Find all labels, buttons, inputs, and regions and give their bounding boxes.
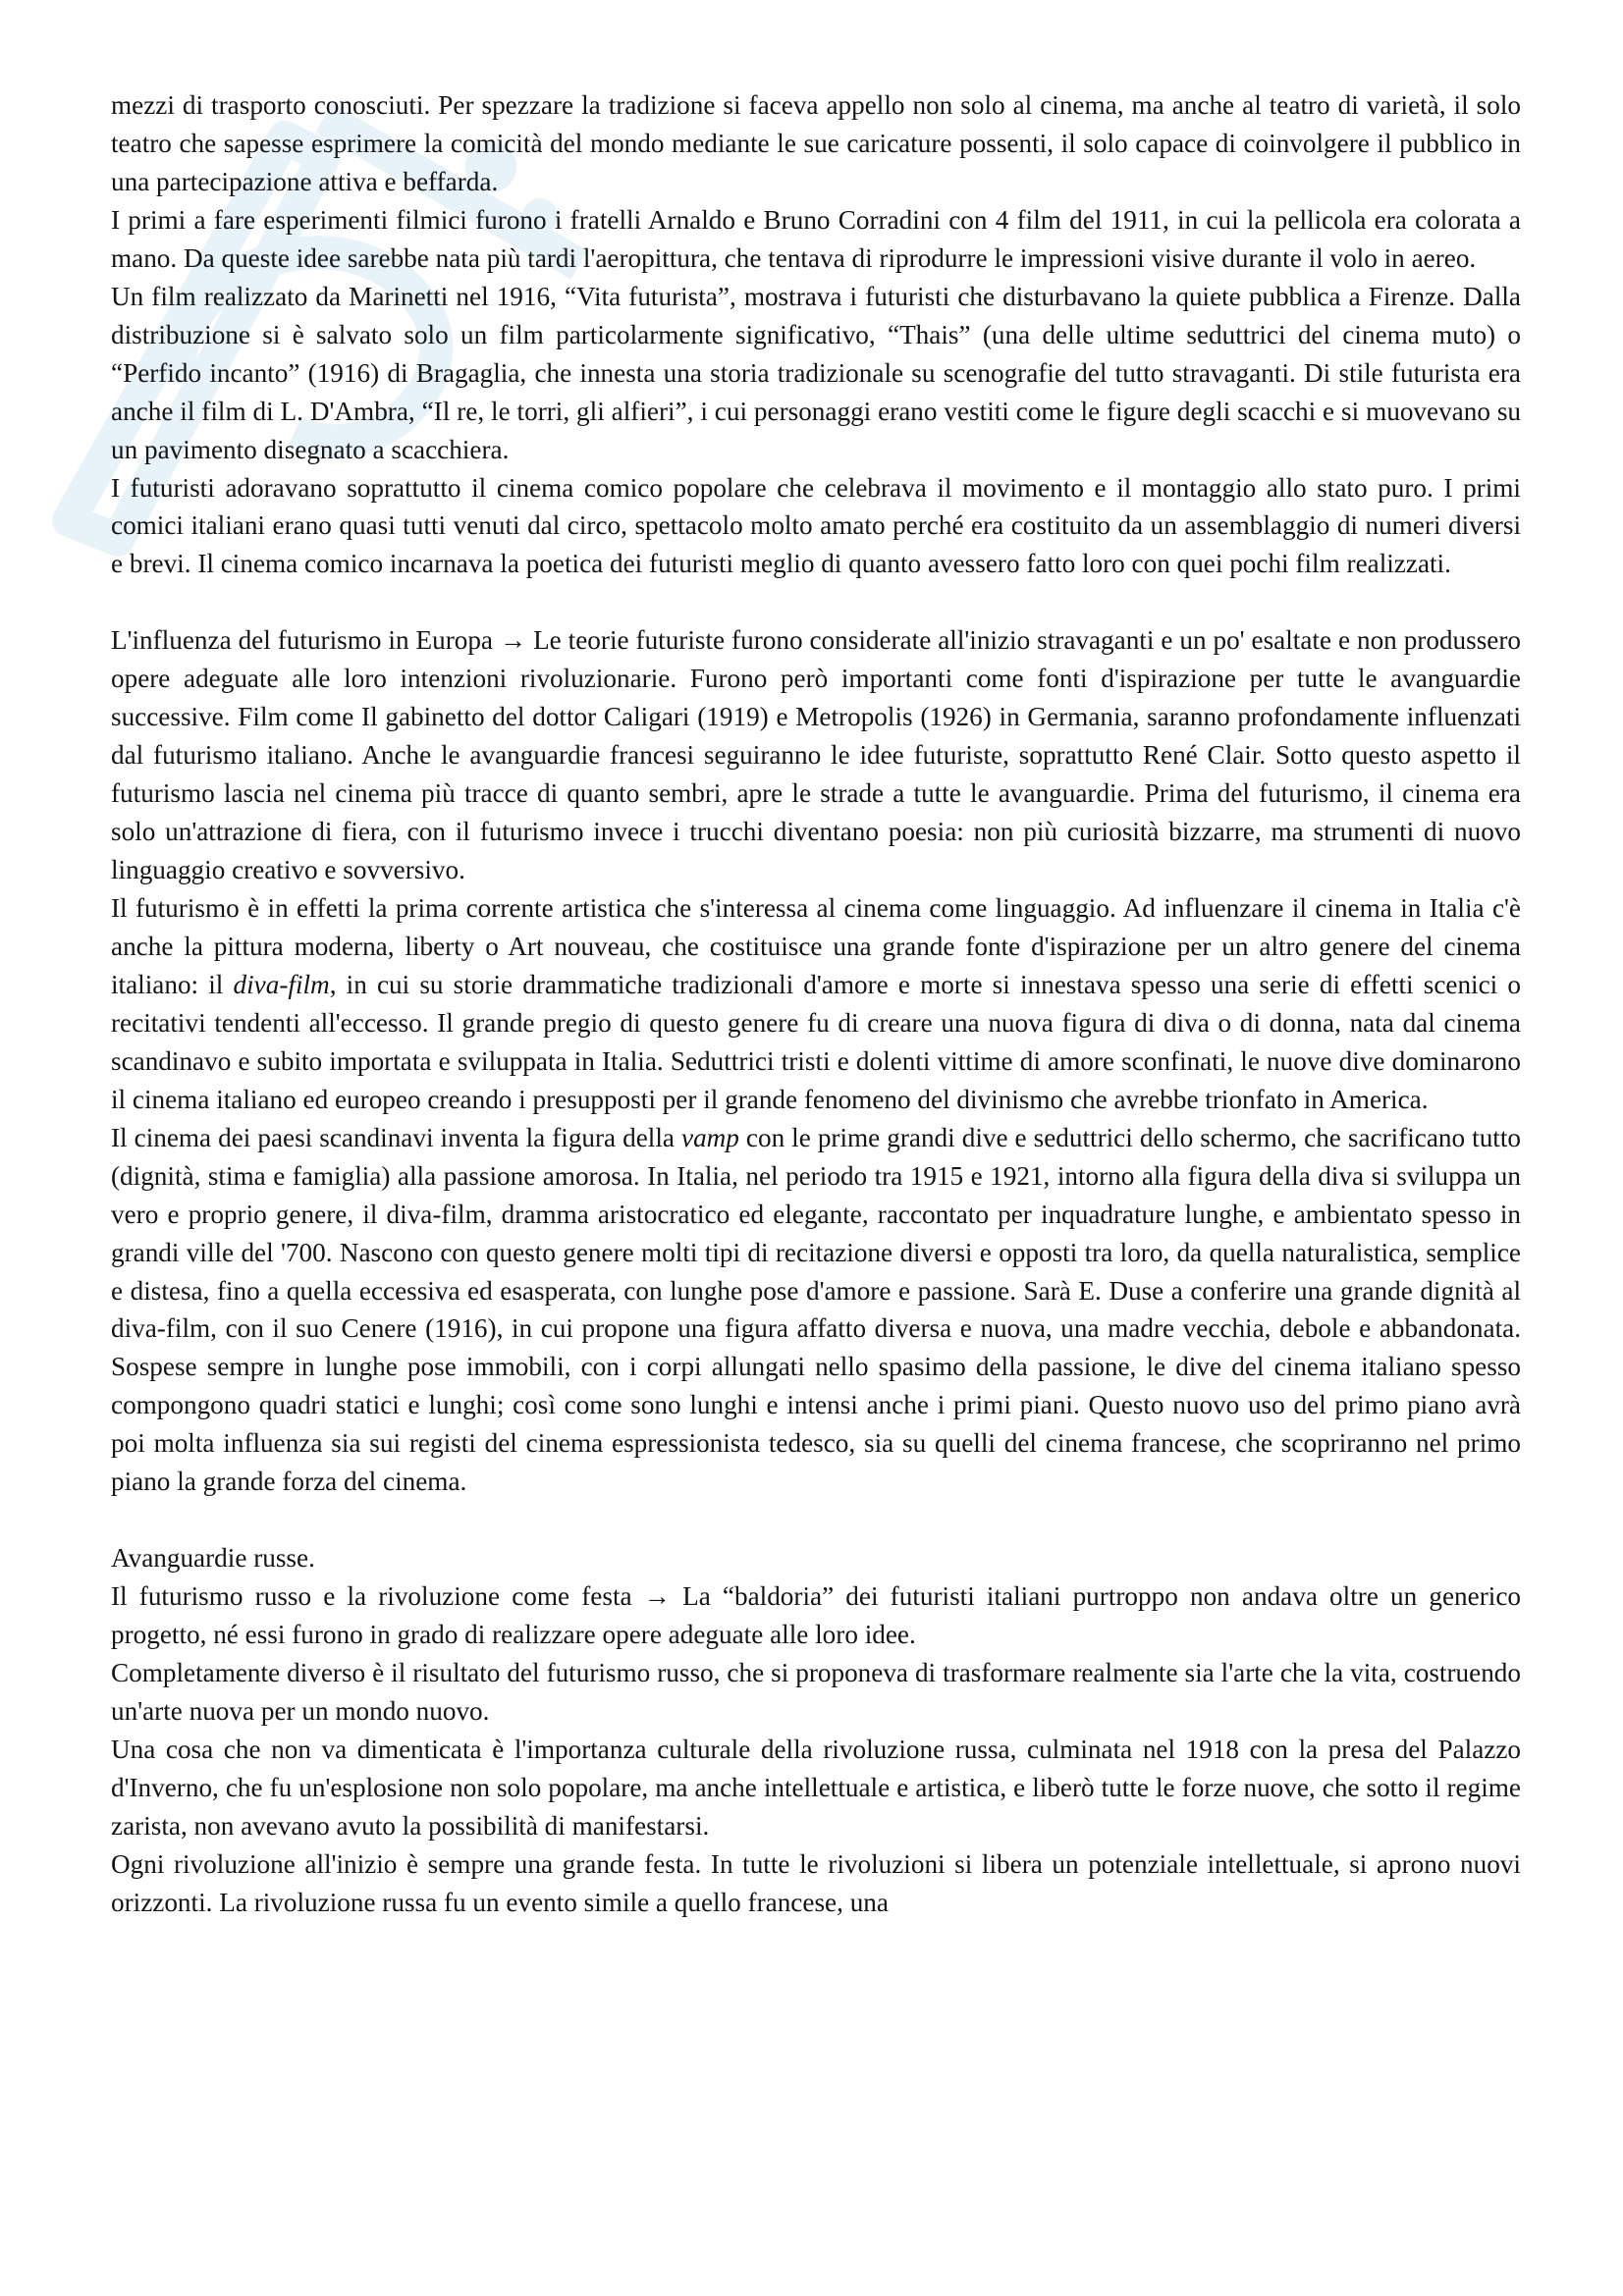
italic-term: vamp <box>681 1122 739 1152</box>
paragraph-text: con le prime grandi dive e seduttrici dello schermo, che sacrificano tutto (dignità, stima e famiglia) alla passione amorosa. In Italia, nel periodo tra 1915 e 1921, intorno alla figura della diva si sviluppa un vero e proprio genere, il diva-film, dramma aristocratico ed elegante, raccontato per inquadrature lunghe, e ambientato spesso in grandi ville del '700. Nascono con questo genere molti tipi di recitazione diversi e opposti tra loro, da quella naturalistica, semplice e distesa, fino a quella eccessiva ed esasperata, con lunghe pose d'amore e passione. Sarà E. Duse a conferire una grande dignità al diva-film, con il suo Cenere (1916), in cui propone una figura affatto diversa e nuova, una madre vecchia, debole e abbandonata. Sospese sempre in lunghe pose immobili, con i corpi allungati nello spasimo della passione, le dive del cinema italiano spesso compongono quadri statici e lunghi; così come sono lunghi e intensi anche i primi piani. Questo nuovo uso del primo piano avrà poi molta influenza sia sui registi del cinema espressionista tedesco, sia su quelli del cinema francese, che scopriranno nel primo piano la grande forza del cinema. <box>111 1122 1521 1497</box>
paragraph <box>111 201 1521 278</box>
paragraph <box>111 469 1521 584</box>
paragraph-text: Ogni rivoluzione all'inizio è sempre una grande festa. In tutte le rivoluzioni si libera un potenziale intellettuale, si aprono nuovi orizzonti. La rivoluzione russa fu un evento simile a quello francese, una <box>111 1848 1521 1917</box>
paragraph-text: Completamente diverso è il risultato del futurismo russo, che si proponeva di trasformare realmente sia l'arte che la vita, costruendo un'arte nuova per un mondo nuovo. <box>111 1658 1521 1726</box>
paragraph <box>111 1119 1521 1502</box>
paragraph <box>111 1577 1521 1654</box>
paragraph-text: Il cinema dei paesi scandinavi inventa la figura della <box>111 1122 681 1152</box>
paragraph-text: Avanguardie russe. <box>111 1543 315 1574</box>
italic-term: diva-film <box>233 969 330 999</box>
paragraph-text: Il futurismo russo e la rivoluzione come festa → La “baldoria” dei futuristi italiani purtroppo non andava oltre un generico progetto, né essi furono in grado di realizzare opere adeguate alle loro idee. <box>111 1581 1521 1650</box>
paragraph-text: Un film realizzato da Marinetti nel 1916, “Vita futurista”, mostrava i futuristi che disturbavano la quiete pubblica a Firenze. Dalla distribuzione si è salvato solo un film particolarmente significativo, “Thais” (una delle ultime seduttrici del cinema muto) o “Perfido incanto” (1916) di Bragaglia, che innesta una storia tradizionale su scenografie del tutto stravaganti. Di stile futurista era anche il film di L. D'Ambra, “Il re, le torri, gli alfieri”, i cui personaggi erano vestiti come le figure degli scacchi e si muovevano su un pavimento disegnato a scacchiera. <box>111 281 1521 464</box>
paragraph-text: Il futurismo è in effetti la prima corrente artistica che s'interessa al cinema come linguaggio. Ad influenzare il cinema in Italia c'è anche la pittura moderna, liberty o Art nouveau, che costituisce una grande fonte d'ispirazione per un altro genere del cinema italiano: il <box>111 893 1521 999</box>
paragraph <box>111 621 1521 889</box>
paragraph <box>111 1654 1521 1731</box>
paragraph-text: I futuristi adoravano soprattutto il cinema comico popolare che celebrava il movimento e il montaggio allo stato puro. I primi comici italiani erano quasi tutti venuti dal circo, spettacolo molto amato perché era costituito da un assemblaggio di numeri diversi e brevi. Il cinema comico incarnava la poetica dei futuristi meglio di quanto avessero fatto loro con quei pochi film realizzati. <box>111 472 1521 579</box>
paragraph-text: Una cosa che non va dimenticata è l'importanza culturale della rivoluzione russa, culminata nel 1918 con la presa del Palazzo d'Inverno, che fu un'esplosione non solo popolare, ma anche intellettuale e artistica, e liberò tutte le forze nuove, che sotto il regime zarista, non avevano avuto la possibilità di manifestarsi. <box>111 1734 1521 1841</box>
paragraph <box>111 1731 1521 1845</box>
paragraph <box>111 1845 1521 1922</box>
paragraph <box>111 1539 1521 1577</box>
paragraph-text: , in cui su storie drammatiche tradizionali d'amore e morte si innestava spesso una serie di effetti scenici o recitativi tendenti all'eccesso. Il grande pregio di questo genere fu di creare una nuova figura di diva o di donna, nata dal cinema scandinavo e subito importata e sviluppata in Italia. Seduttrici tristi e dolenti vittime di amore sconfinati, le nuove dive dominarono il cinema italiano ed europeo creando i presupposti per il grande fenomeno del divinismo che avrebbe trionfato in America. <box>111 969 1521 1114</box>
document-body <box>111 86 1521 1922</box>
paragraph-text: mezzi di trasporto conosciuti. Per spezzare la tradizione si faceva appello non solo al cinema, ma anche al teatro di varietà, il solo teatro che sapesse esprimere la comicità del mondo mediante le sue caricature possenti, il solo capace di coinvolgere il pubblico in una partecipazione attiva e beffarda. <box>111 90 1521 196</box>
paragraph-text: I primi a fare esperimenti filmici furono i fratelli Arnaldo e Bruno Corradini con 4 film del 1911, in cui la pellicola era colorata a mano. Da queste idee sarebbe nata più tardi l'aeropittura, che tentava di riprodurre le impressioni visive durante il volo in aereo. <box>111 204 1521 273</box>
paragraph <box>111 889 1521 1119</box>
paragraph <box>111 278 1521 469</box>
paragraph-spacer <box>111 583 1521 621</box>
paragraph-spacer <box>111 1501 1521 1539</box>
paragraph-text: L'influenza del futurismo in Europa → Le teorie futuriste furono considerate all'inizio stravaganti e un po' esaltate e non produssero opere adeguate alle loro intenzioni rivoluzionarie. Furono però importanti come fonti d'ispirazione per tutte le avanguardie successive. Film come Il gabinetto del dottor Caligari (1919) e Metropolis (1926) in Germania, saranno profondamente influenzati dal futurismo italiano. Anche le avanguardie francesi seguiranno le idee futuriste, soprattutto René Clair. Sotto questo aspetto il futurismo lascia nel cinema più tracce di quanto sembri, apre le strade a tutte le avanguardie. Prima del futurismo, il cinema era solo un'attrazione di fiera, con il futurismo invece i trucchi diventano poesia: non più curiosità bizzarre, ma strumenti di nuovo linguaggio creativo e sovversivo. <box>111 625 1521 885</box>
paragraph <box>111 86 1521 201</box>
